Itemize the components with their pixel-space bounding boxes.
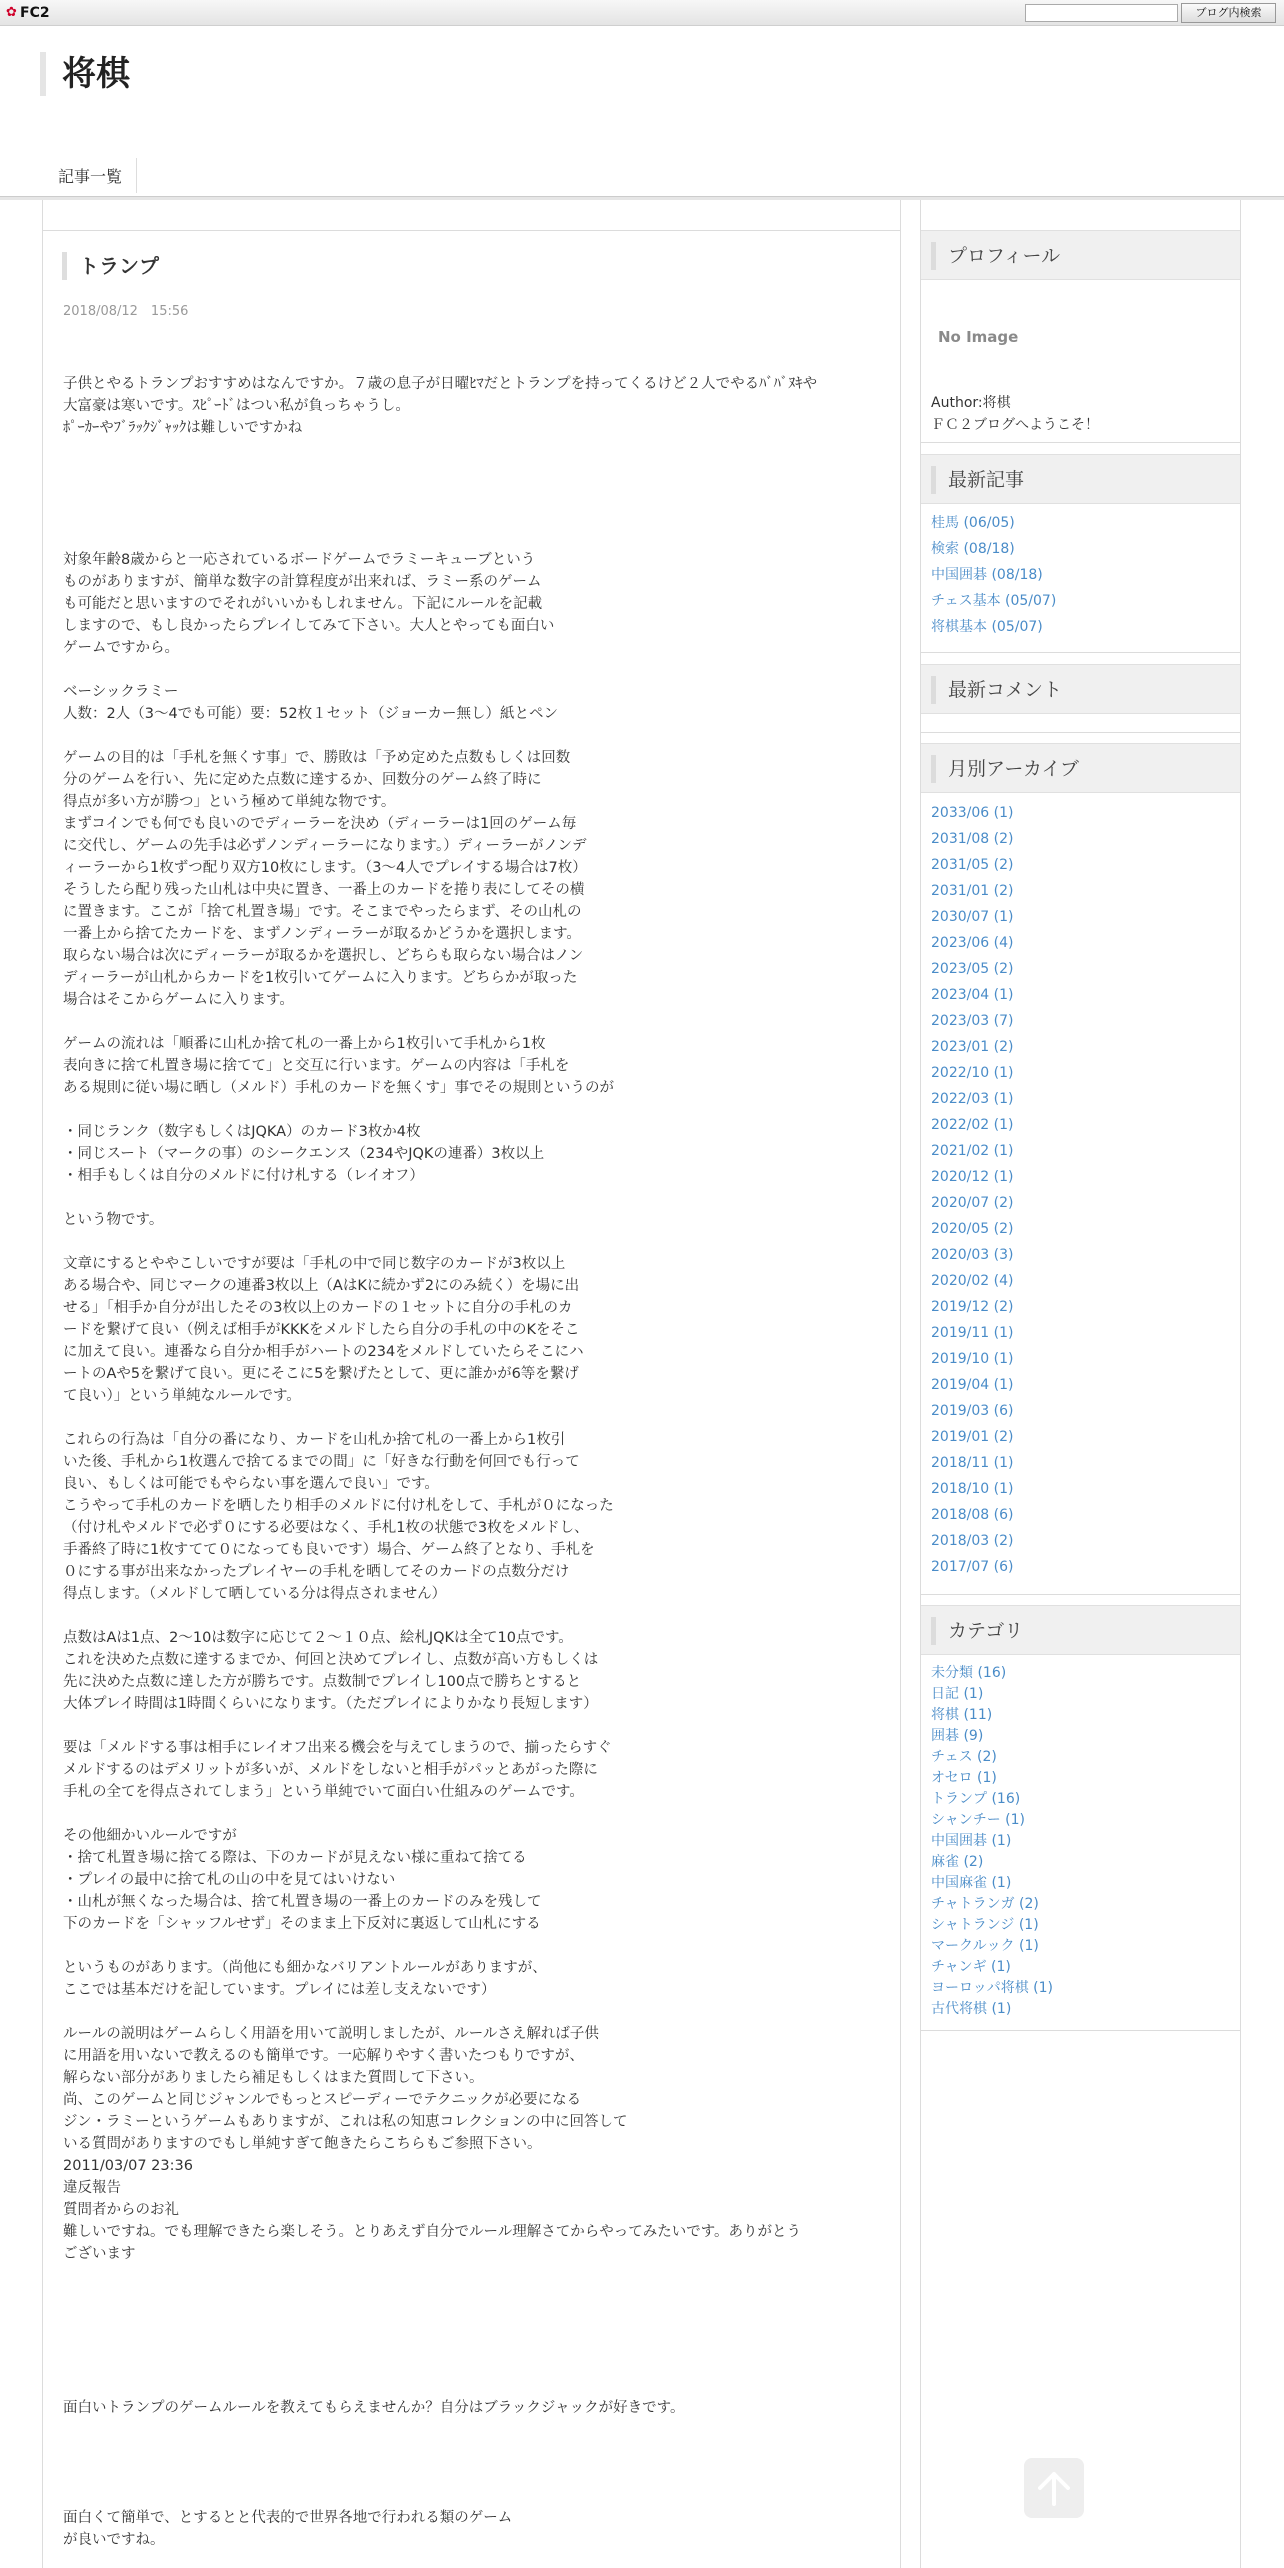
fc2-logo-icon: ✿ (6, 5, 17, 20)
recent-entry-link[interactable]: 検索 (08/18) (931, 541, 1015, 557)
article-date: 2018/08/12 15:56 (63, 304, 189, 319)
archive-link[interactable]: 2033/06 (1) (931, 805, 1014, 821)
category-link[interactable]: 未分類 (16) (931, 1665, 1007, 1681)
article-paragraph: ・同じランク（数字もしくはJQKA）のカード3枚か4枚 ・同じスート（マークの事）のシークエンス（234やJQKの連番）3枚以上 ・相手もしくは自分のメルドに付け札する（レイオフ） (63, 1124, 545, 1184)
recent-divider (921, 652, 1240, 653)
recent-entry-link[interactable]: チェス基本 (05/07) (931, 593, 1057, 609)
category-link[interactable]: シャトランジ (1) (931, 1917, 1039, 1933)
article-paragraph: という物です。 (63, 1212, 164, 1228)
category-list (931, 1663, 1053, 2020)
article-body (63, 373, 893, 2568)
fc2-toolbar (0, 0, 1284, 26)
archive-link[interactable]: 2022/03 (1) (931, 1091, 1014, 1107)
sidebar-border-right (1240, 200, 1241, 2568)
archive-link[interactable]: 2031/08 (2) (931, 831, 1014, 847)
archive-link[interactable]: 2023/06 (4) (931, 935, 1014, 951)
article-paragraph: 面白いトランプのゲームルールを教えてもらえませんか？自分はブラックジャックが好きです。 (63, 2400, 685, 2416)
profile-divider (921, 442, 1240, 443)
article-title: トランプ (62, 252, 159, 280)
article-paragraph (63, 2463, 893, 2485)
category-link[interactable]: 日記 (1) (931, 1686, 984, 1702)
article-paragraph (63, 2485, 893, 2507)
archive-list (931, 800, 1013, 1580)
archive-link[interactable]: 2019/10 (1) (931, 1351, 1014, 1367)
scroll-top-button[interactable] (1024, 2458, 1084, 2518)
archive-link[interactable]: 2019/11 (1) (931, 1325, 1014, 1341)
archive-link[interactable]: 2020/07 (2) (931, 1195, 1014, 1211)
archive-link[interactable]: 2023/03 (7) (931, 1013, 1014, 1029)
article-paragraph (63, 461, 893, 483)
profile-welcome: ＦＣ２ブログへようこそ！ (931, 417, 1099, 433)
sidebar-border-left (920, 200, 921, 2568)
archive-link[interactable]: 2031/01 (2) (931, 883, 1014, 899)
profile-no-image: No Image (938, 328, 1019, 346)
category-link[interactable]: オセロ (1) (931, 1770, 997, 1786)
article-paragraph (63, 2353, 893, 2375)
recent-entry-link[interactable]: 将棋基本 (05/07) (931, 619, 1043, 635)
archive-link[interactable]: 2021/02 (1) (931, 1143, 1014, 1159)
article-paragraph (63, 2375, 893, 2397)
category-link[interactable]: シャンチー (1) (931, 1812, 1026, 1828)
article-paragraph: ルールの説明はゲームらしく用語を用いて説明しましたが、ルールさえ解れば子供 に用語を用いないで教えるのも簡単です。一応解りやすく書いたつもりですが、 解らない部分がありましたら補足もしくはまた質問して下さい。 尚、このゲームと同じジャンルでもっとスピーディーでテクニックが必要になる ジン・ラミーというゲームもありますが、これは私の知恵コレクションの中に回答して いる質問がありますのでもし単純すぎて飽きたらこちらもご参照下さい。 2011/03/07 23:36 違反報告 質問者からのお礼 難しいですね。でも理解できたら楽しそう。とりあえず自分でルール理解さてからやってみたいです。ありがとう ございます (63, 2026, 802, 2262)
archive-link[interactable]: 2031/05 (2) (931, 857, 1014, 873)
blog-search-input[interactable] (1025, 4, 1178, 22)
article-paragraph (63, 527, 893, 549)
article-paragraph: その他細かいルールですが ・捨て札置き場に捨てる際は、下のカードが見えない様に重ねて捨てる ・プレイの最中に捨て札の山の中を見てはいけない ・山札が無くなった場合は、捨て札置き場の一番上のカードのみを残して 下のカードを「シャッフルせず」そのまま上下反対に裏返して山札にする (63, 1828, 542, 1932)
main-border-right (900, 200, 901, 2568)
archive-link[interactable]: 2022/02 (1) (931, 1117, 1014, 1133)
recent-entries-list (931, 510, 1056, 640)
nav-divider (0, 196, 1284, 200)
article-paragraph: 子供とやるトランプおすすめはなんですか。７歳の息子が日曜ﾋﾏだとトランプを持ってくるけど２人でやるﾊﾞﾊﾞﾇｷや 大富豪は寒いです。ｽﾋﾟｰﾄﾞはつい私が負っちゃうし。 ﾎﾟｰｶｰやﾌﾞﾗｯｸｼﾞｬｯｸは難しいですかね (63, 376, 818, 436)
category-link[interactable]: チャンギ (1) (931, 1959, 1011, 1975)
main-border-left (42, 200, 43, 2568)
category-link[interactable]: マークルック (1) (931, 1938, 1039, 1954)
archive-link[interactable]: 2022/10 (1) (931, 1065, 1014, 1081)
archive-link[interactable]: 2018/11 (1) (931, 1455, 1014, 1471)
recent-entries-heading: 最新記事 (921, 454, 1240, 504)
archive-link[interactable]: 2030/07 (1) (931, 909, 1014, 925)
article-paragraph (63, 2287, 893, 2309)
archive-link[interactable]: 2019/01 (2) (931, 1429, 1014, 1445)
category-heading: カテゴリ (921, 1605, 1240, 1655)
site-title[interactable]: 将棋 (40, 52, 130, 96)
profile-text (931, 392, 1099, 436)
article-paragraph: 文章にするとややこしいですが要は「手札の中で同じ数字のカードが3枚以上 ある場合や、同じマークの連番3枚以上（AはKに続かず2にのみ続く）を場に出 せる」「相手か自分が出したその3枚以上のカードの１セットに自分の手札のカ ードを繋げて良い（例えば相手がKKKをメルドしたら自分の手札の中のKをそこ に加えて良い。連番なら自分か相手がハートの234をメルドしていたらそこにハ ートのAや5を繋げて良い。更にそこに5を繋げたとして、更に誰かが6等を繋げ て良い）」という単純なルールです。 (63, 1256, 584, 1404)
article-paragraph (63, 483, 893, 505)
profile-author: Author:将棋 (931, 395, 1011, 411)
archive-link[interactable]: 2018/03 (2) (931, 1533, 1014, 1549)
article-paragraph: 点数はAは1点、2～10は数字に応じて２～１０点、絵札JQKは全て10点です。 これを決めた点数に達するまでか、何回と決めてプレイし、点数が高い方もしくは 先に決めた点数に達した方が勝ちです。点数制でプレイし100点で勝ちとすると 大体プレイ時間は1時間くらいになります。（ただプレイによりかなり長短します） (63, 1630, 599, 1712)
category-link[interactable]: 囲碁 (9) (931, 1728, 984, 1744)
article-paragraph (63, 2441, 893, 2463)
article-paragraph: これらの行為は「自分の番になり、カードを山札か捨て札の一番上から1枚引 いた後、手札から1枚選んで捨てるまでの間」に「好きな行動を何回でも行って 良い、もしくは可能でもやらない事を選んで良い」です。 こうやって手札のカードを晒したり相手のメルドに付け札をして、手札が０になった （付け札やメルドで必ず０にする必要はなく、手札1枚の状態で3枚をメルドし、 手番終了時に1枚すてて０になっても良いです）場合、ゲーム終了となり、手札を ０にする事が出来なかったプレイヤーの手札を晒してそのカードの点数分だけ 得点します。（メルドして晒している分は得点されません） (63, 1432, 614, 1602)
archive-link[interactable]: 2020/03 (3) (931, 1247, 1014, 1263)
archive-link[interactable]: 2019/03 (6) (931, 1403, 1014, 1419)
category-link[interactable]: 中国麻雀 (1) (931, 1875, 1012, 1891)
article-paragraph: 対象年齢8歳からと一応されているボードゲームでラミーキューブという ものがありますが、簡単な数字の計算程度が出来れば、ラミー系のゲーム も可能だと思いますのでそれがいいかもしれません。下記にルールを記載 しますので、もし良かったらプレイしてみて下さい。大人とやっても面白い ゲームですから。 (63, 552, 555, 656)
archive-link[interactable]: 2019/04 (1) (931, 1377, 1014, 1393)
nav-item-article-list[interactable]: 記事一覧 (44, 158, 137, 193)
article-paragraph (63, 2309, 893, 2331)
article-paragraph: 面白くて簡単で、とするとと代表的で世界各地で行われる類のゲーム が良いですね。 (63, 2510, 513, 2548)
arrow-up-icon (1034, 2468, 1074, 2508)
category-link[interactable]: 古代将棋 (1) (931, 2001, 1012, 2017)
category-link[interactable]: ヨーロッパ将棋 (1) (931, 1980, 1054, 1996)
category-link[interactable]: 中国囲碁 (1) (931, 1833, 1012, 1849)
article-paragraph: ベーシックラミー 人数：2人（3～4でも可能）要：52枚１セット（ジョーカー無し）紙とペン (63, 684, 559, 722)
fc2-logo[interactable] (6, 5, 50, 21)
blog-search-button[interactable]: ブログ内検索 (1181, 3, 1276, 23)
archive-link[interactable]: 2018/10 (1) (931, 1481, 1014, 1497)
archive-heading: 月別アーカイブ (921, 743, 1240, 793)
article-paragraph: ゲームの流れは「順番に山札か捨て札の一番上から1枚引いて手札から1枚 表向きに捨て札置き場に捨てて」と交互に行います。ゲームの内容は「手札を ある規則に従い場に晒し（メルド）手札のカードを無くす」事でその規則というのが (63, 1036, 614, 1096)
article-paragraph: ゲームの目的は「手札を無くす事」で、勝敗は「予め定めた点数もしくは回数 分のゲームを行い、先に定めた点数に達するか、回数分のゲーム終了時に 得点が多い方が勝つ」という極めて単純な物です。 まずコインでも何でも良いのでディーラーを決め（ディーラーは1回のゲーム毎 に交代し、ゲームの先手は必ずノンディーラーになります。）ディーラーがノンデ ィーラーから1枚ずつ配り双方10枚にします。（3～4人でプレイする場合は7枚） そうしたら配り残った山札は中央に置き、一番上のカードを捲り表にしてその横 に置きます。ここが「捨て札置き場」です。そこまでやったらまず、その山札の 一番上から捨てたカードを、まずノンディーラーが取るかどうかを選択します。 取らない場合は次にディーラーが取るかを選択し、どちらも取らない場合はノン ディーラーが山札からカードを1枚引いてゲームに入ります。どちらかが取った 場合はそこからゲームに入ります。 (63, 750, 587, 1008)
archive-link[interactable]: 2023/04 (1) (931, 987, 1014, 1003)
category-divider (921, 2030, 1240, 2031)
article-paragraph: というものがあります。（尚他にも細かなバリアントルールがありますが、 ここでは基本だけを記しています。プレイには差し支えないです） (63, 1960, 547, 1998)
recent-entry-link[interactable]: 中国囲碁 (08/18) (931, 567, 1043, 583)
category-link[interactable]: チェス (2) (931, 1749, 997, 1765)
archive-link[interactable]: 2018/08 (6) (931, 1507, 1014, 1523)
profile-heading: プロフィール (921, 230, 1240, 280)
archive-link[interactable]: 2017/07 (6) (931, 1559, 1014, 1575)
archive-link[interactable]: 2020/05 (2) (931, 1221, 1014, 1237)
category-link[interactable]: 将棋 (11) (931, 1707, 993, 1723)
category-link[interactable]: チャトランガ (2) (931, 1896, 1039, 1912)
comments-divider (921, 732, 1240, 733)
archive-link[interactable]: 2023/05 (2) (931, 961, 1014, 977)
article-paragraph: 要は「メルドする事は相手にレイオフ出来る機会を与えてしまうので、揃ったらすぐ メルドするのはデメリットが多いが、メルドをしないと相手がパッとあがった際に 手札の全てを得点されてしまう」という単純でいて面白い仕組みのゲームです。 (63, 1740, 612, 1800)
article-paragraph (63, 505, 893, 527)
article-paragraph (63, 2331, 893, 2353)
category-link[interactable]: 麻雀 (2) (931, 1854, 984, 1870)
archive-link[interactable]: 2020/12 (1) (931, 1169, 1014, 1185)
fc2-logo-text: FC2 (20, 5, 50, 21)
archive-link[interactable]: 2020/02 (4) (931, 1273, 1014, 1289)
archive-link[interactable]: 2019/12 (2) (931, 1299, 1014, 1315)
category-link[interactable]: トランプ (16) (931, 1791, 1021, 1807)
archive-divider (921, 1594, 1240, 1595)
archive-link[interactable]: 2023/01 (2) (931, 1039, 1014, 1055)
recent-comments-heading: 最新コメント (921, 664, 1240, 714)
main-top-divider (42, 230, 901, 231)
recent-entry-link[interactable]: 桂馬 (06/05) (931, 515, 1015, 531)
